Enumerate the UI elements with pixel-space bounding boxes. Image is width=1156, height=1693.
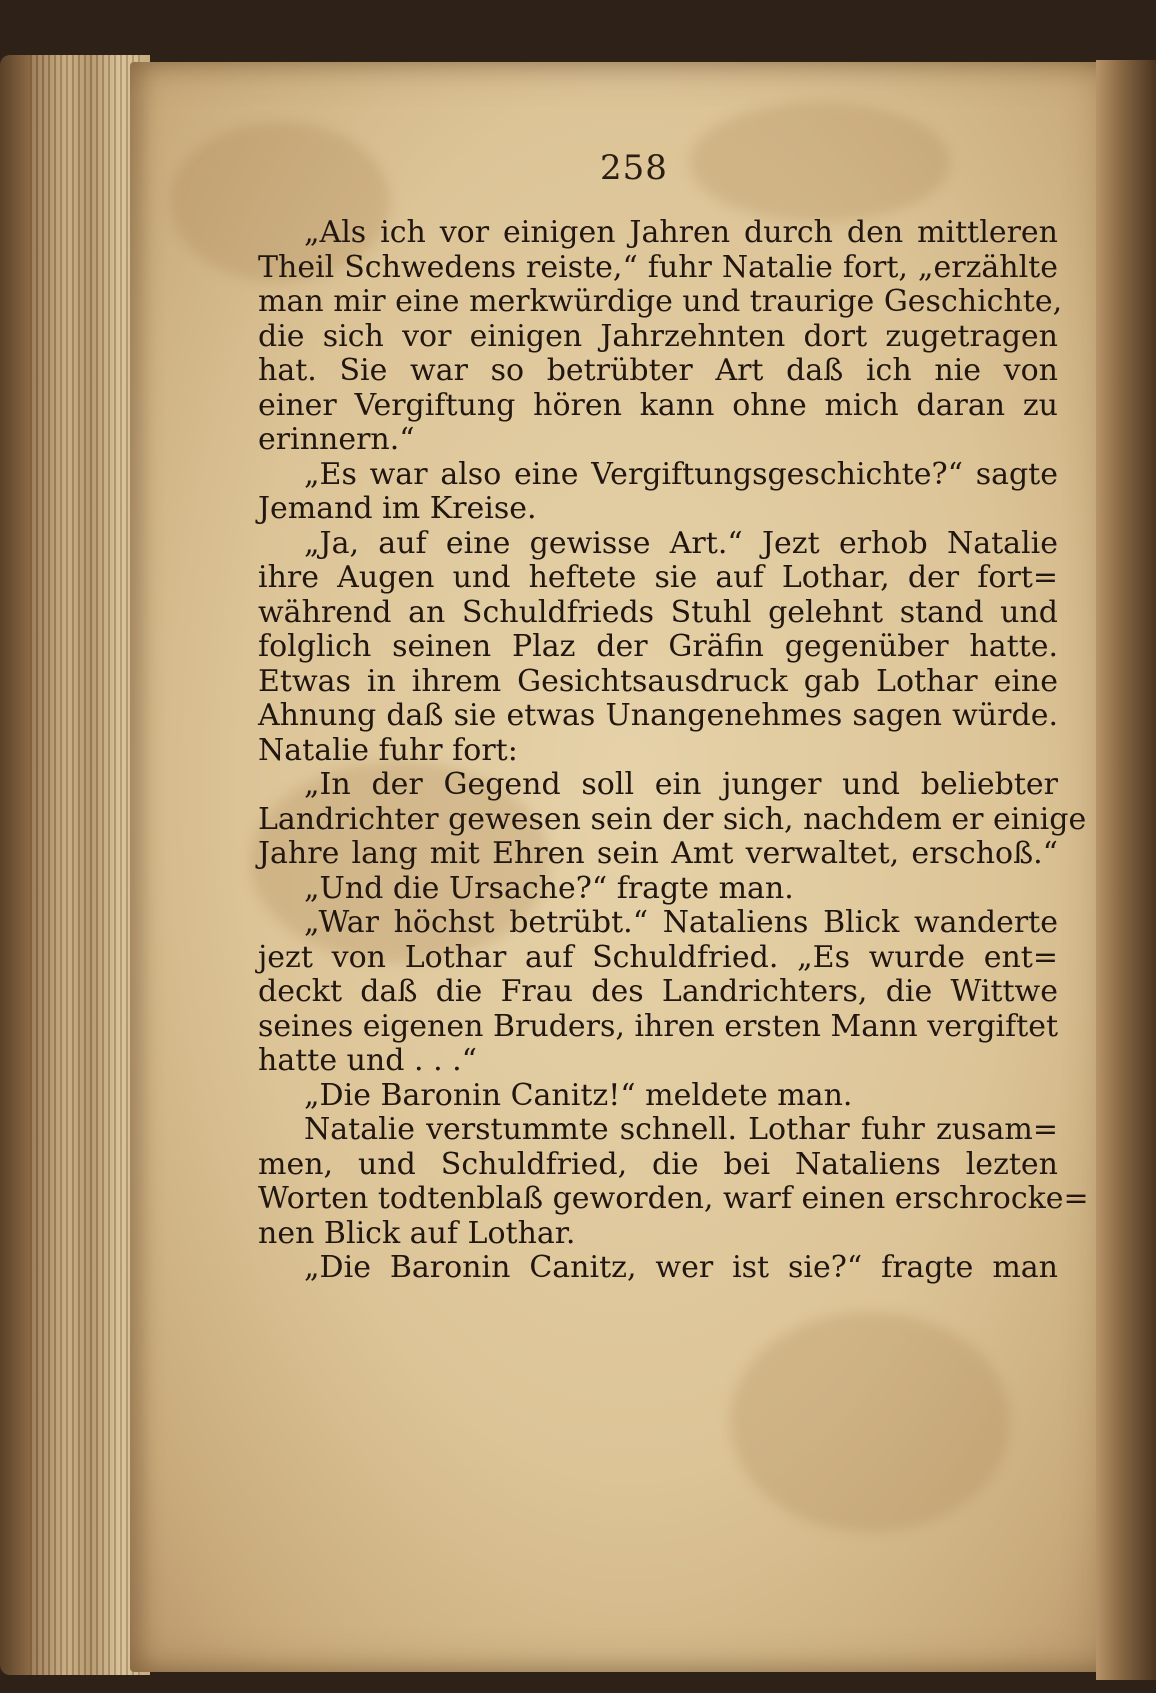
page-gutter	[1096, 60, 1156, 1680]
text-line: hatte und . . .“	[258, 1043, 478, 1078]
text-line: Worten todtenblaß geworden, warf einen erschrocke=	[258, 1181, 1089, 1216]
text-line: Landrichter gewesen sein der sich, nachdem er einige	[258, 801, 1087, 837]
text-line: deckt daß die Frau des Landrichters, die Wittwe	[258, 974, 1058, 1009]
text-line: „War höchst betrübt.“ Nataliens Blick wanderte	[304, 905, 1058, 940]
text-line: die sich vor einigen Jahrzehnten dort zugetragen	[258, 318, 1058, 354]
text-line: jezt von Lothar auf Schuldfried. „Es wurde ent=	[258, 939, 1058, 975]
text-line: seines eigenen Bruders, ihren ersten Mann vergiftet	[258, 1008, 1059, 1044]
text-line: während an Schuldfrieds Stuhl gelehnt stand und	[258, 594, 1058, 630]
text-line: Etwas in ihrem Gesichtsausdruck gab Lothar eine	[258, 663, 1058, 699]
text-line: „Die Baronin Canitz!“ meldete man.	[304, 1077, 853, 1113]
text-line: Natalie verstummte schnell. Lothar fuhr zusam=	[304, 1112, 1058, 1147]
paper-stain	[730, 1312, 1010, 1532]
text-line: „Ja, auf eine gewisse Art.“ Jezt erhob Natalie	[304, 525, 1058, 561]
text-line: nen Blick auf Lothar.	[258, 1215, 576, 1251]
page-number: 258	[600, 148, 668, 188]
text-line: folglich seinen Plaz der Gräfin gegenüber hatte.	[258, 629, 1058, 664]
text-line: men, und Schuldfried, die bei Nataliens lezten	[258, 1146, 1058, 1182]
body-text	[258, 215, 1089, 1286]
text-line: Natalie fuhr fort:	[258, 732, 518, 768]
paper-stain	[690, 102, 950, 222]
text-line: ihre Augen und heftete sie auf Lothar, der fort=	[258, 560, 1058, 595]
text-line: „Die Baronin Canitz, wer ist sie?“ fragte man	[304, 1250, 1058, 1285]
text-line: hat. Sie war so betrübter Art daß ich nie von	[258, 353, 1058, 388]
text-line: „In der Gegend soll ein junger und beliebter	[304, 767, 1058, 802]
text-line: Theil Schwedens reiste,“ fuhr Natalie fort, „erzählte	[258, 249, 1058, 285]
text-line: „Es war also eine Vergiftungsgeschichte?“ sagte	[304, 456, 1058, 492]
text-line: Jahre lang mit Ehren sein Amt verwaltet, erschoß.“	[258, 836, 1058, 871]
text-line: man mir eine merkwürdige und traurige Geschichte,	[258, 284, 1063, 319]
text-line: „Und die Ursache?“ fragte man.	[304, 870, 794, 906]
text-line: erinnern.“	[258, 422, 415, 457]
text-line: Ahnung daß sie etwas Unangenehmes sagen würde.	[258, 698, 1058, 733]
page-edges	[0, 55, 150, 1675]
text-line: „Als ich vor einigen Jahren durch den mittleren	[304, 215, 1058, 250]
text-line: Jemand im Kreise.	[258, 491, 537, 526]
text-line: einer Vergiftung hören kann ohne mich daran zu	[258, 387, 1058, 423]
